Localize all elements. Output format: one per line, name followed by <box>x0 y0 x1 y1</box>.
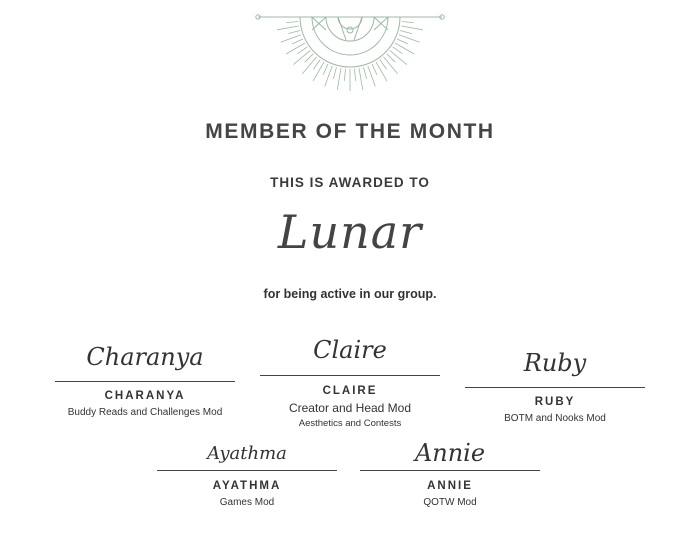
signature-block-annie <box>350 425 550 510</box>
signatory-role: QOTW Mod <box>423 497 477 508</box>
signatory-role: BOTM and Nooks Mod <box>504 413 606 424</box>
signature-annie: Annie <box>414 439 486 467</box>
recipient-name: Lunar <box>277 205 423 259</box>
signature-line <box>55 381 235 382</box>
signatory-role-secondary: Aesthetics and Contests <box>298 418 402 429</box>
signature-line <box>465 387 645 388</box>
award-reason: for being active in our group. <box>263 287 437 301</box>
signatory-role: Games Mod <box>219 497 275 508</box>
awarded-label: THIS IS AWARDED TO <box>270 175 430 190</box>
signature-ayathma: Ayathma <box>207 443 287 464</box>
signatory-role: Buddy Reads and Challenges Mod <box>67 407 223 418</box>
signatory-role: Creator and Head Mod <box>288 401 412 415</box>
signature-line <box>360 470 540 471</box>
signature-charanya: Charanya <box>86 343 204 371</box>
signatory-name: RUBY <box>534 396 576 408</box>
signature-ruby: Ruby <box>523 349 587 377</box>
signature-claire: Claire <box>313 336 387 364</box>
sunburst-ornament-icon <box>250 0 450 92</box>
signature-line <box>157 470 337 471</box>
signatory-name: CLAIRE <box>322 385 378 397</box>
signatory-name: ANNIE <box>427 480 473 492</box>
signature-block-ruby <box>455 343 655 428</box>
signature-block-ayathma <box>147 425 347 510</box>
signatory-name: AYATHMA <box>212 480 282 492</box>
signature-line <box>260 375 440 376</box>
signature-block-charanya <box>45 335 245 425</box>
signatory-name: CHARANYA <box>104 390 186 402</box>
signature-block-claire <box>250 330 450 430</box>
certificate-title: MEMBER OF THE MONTH <box>205 120 495 143</box>
